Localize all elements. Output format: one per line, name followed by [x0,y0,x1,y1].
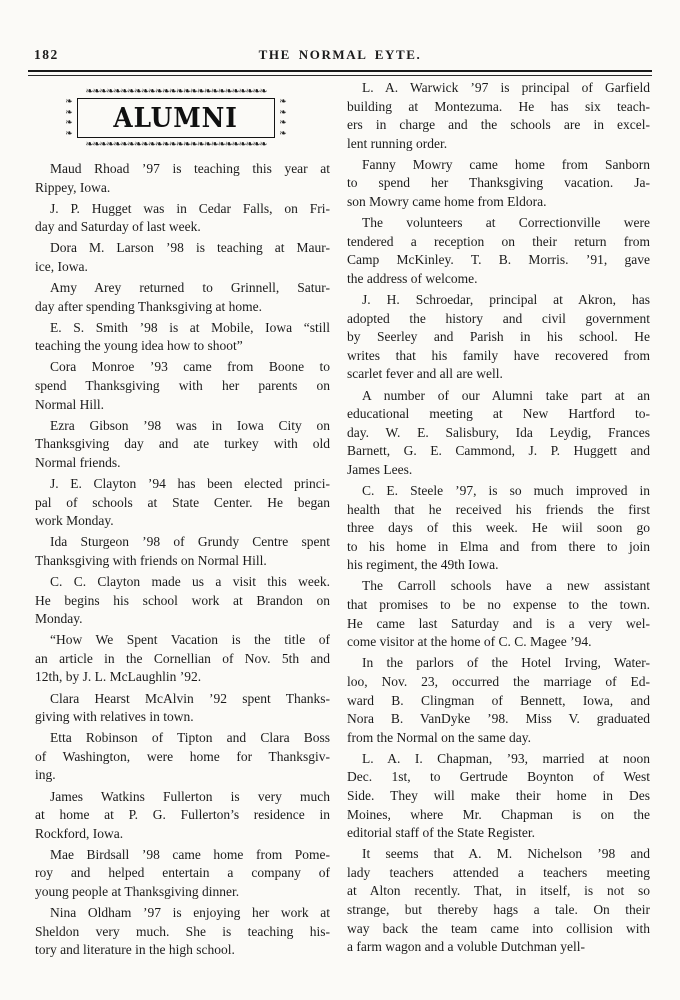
ornament-border-bottom-icon: ❧❧❧❧❧❧❧❧❧❧❧❧❧❧❧❧❧❧❧❧❧❧❧❧❧❧ [85,139,267,150]
text-line: A number of our Alumni take part at an [362,387,650,403]
paragraph [347,214,650,288]
text-line: strange, but thereby hags a tale. On their [347,902,650,918]
alumni-title-frame [77,98,275,138]
text-line: adopted the history and civil government [347,310,650,326]
section-title: ALUMNI [113,102,239,134]
text-line: J. E. Clayton ’94 has been elected princi- [50,476,330,491]
text-line: way back the team came into collision with [347,920,650,936]
text-line: He came last Saturday and is a very wel- [347,615,650,631]
text-line: work Monday. [35,513,114,529]
text-line: Rockford, Iowa. [35,825,124,841]
paragraph [35,729,330,785]
paragraph [347,156,650,212]
text-line: roy and helped entertain a company of [35,865,330,881]
paragraph [35,846,330,902]
left-column-text [35,160,330,960]
paragraph [347,654,650,747]
text-line: 12th, by J. L. McLaughlin ’92. [35,669,202,685]
text-line: J. P. Hugget was in Cedar Falls, on Fri- [50,200,330,216]
paragraph [35,279,330,316]
text-line: ward B. Clingman of Bennett, Iowa, and [347,692,650,708]
paragraph [347,845,650,957]
paragraph [35,417,330,473]
text-line: son Mowry came home from Eldora. [347,194,547,210]
paragraph [347,577,650,651]
text-line: Cora Monroe ’93 came from Boone to [50,359,330,375]
text-line: from the Normal on the same day. [347,729,531,745]
paragraph [347,79,650,153]
paragraph [35,160,330,197]
ornament-glyph-icon: ❧ [65,97,73,108]
text-line: health that he received his friends the first [347,501,650,517]
paragraph [347,750,650,843]
ornament-glyph-icon: ❧ [279,128,287,139]
text-line: L. A. I. Chapman, ’93, married at noon [362,750,650,766]
text-line: Normal friends. [35,454,121,470]
text-line: Fanny Mowry came home from Sanborn [362,156,650,172]
header-double-rule [28,70,652,76]
left-column [35,79,330,962]
paragraph [35,573,330,629]
ornament-glyph-icon: ❧ [65,118,73,129]
paragraph [35,904,330,960]
text-line: of Washington, were home for Thanksgiv- [35,748,330,764]
text-line: a farm wagon and a voluble Dutchman yell- [347,939,586,955]
text-line: giving with relatives in town. [35,709,194,725]
paragraph [347,291,650,384]
text-line: Thanksgiving day and ate turkey with old [35,436,330,452]
text-line: day. W. E. Salisbury, Ida Leydig, Frances [347,424,650,440]
text-line: his regiment, the 49th Iowa. [347,557,499,573]
text-line: at Alton recently. That, in itself, is not so [347,883,650,899]
text-line: teaching the young idea how to shoot” [35,338,243,354]
text-line: Side. They will make their home in Des [347,787,650,803]
text-line: C. E. Steele ’97, is so much improved in [362,482,650,498]
text-line: James Watkins Fullerton is very much [50,788,330,804]
text-line: Maud Rhoad ’97 is teaching this year at [50,161,330,176]
text-line: by Seerley and Parish in his school. He [347,329,650,345]
paragraph [347,387,650,480]
ornament-glyph-icon: ❧ [279,118,287,129]
text-line: come visitor at the home of C. C. Magee ’94. [347,634,592,650]
ornament-glyph-icon: ❧ [65,128,73,139]
text-line: L. A. Warwick ’97 is principal of Garfield [362,80,650,95]
text-line: Camp McKinley. T. B. Morris. ’91, gave [347,252,650,268]
text-line: that promises to be no expense to the town. [347,597,650,613]
paragraph [35,533,330,570]
text-line: Etta Robinson of Tipton and Clara Boss [50,730,330,746]
text-line: Dec. 1st, to Gertrude Boynton of West [347,769,650,785]
text-line: The Carroll schools have a new assistant [362,578,650,594]
text-line: ers in charge and the schools are in excel- [347,117,650,133]
text-line: Mae Birdsall ’98 came home from Pome- [50,846,330,862]
paragraph [35,690,330,727]
paragraph [35,358,330,414]
paragraph [35,475,330,531]
article-columns [35,79,652,962]
text-line: Nina Oldham ’97 is enjoying her work at [50,905,330,921]
page-header [0,0,680,63]
text-line: loo, Nov. 23, occurred the marriage of Ed- [347,673,650,689]
text-line: editorial staff of the State Register. [347,825,535,841]
text-line: the address of welcome. [347,270,478,286]
text-line: Clara Hearst McAlvin ’92 spent Thanks- [50,690,330,706]
masthead-title: THE NORMAL EYTE. [258,47,422,62]
alumni-box-middle [63,97,289,139]
text-line: Ida Sturgeon ’98 of Grundy Centre spent [50,534,330,550]
ornament-glyph-icon: ❧ [279,97,287,108]
text-line: C. C. Clayton made us a visit this week. [50,573,330,589]
text-line: Monday. [35,611,83,627]
paragraph [35,788,330,844]
text-line: day after spending Thanksgiving at home. [35,298,262,314]
text-line: Dora M. Larson ’98 is teaching at Maur- [50,240,330,256]
text-line: young people at Thanksgiving dinner. [35,883,240,899]
page-number: 182 [34,47,59,62]
ornament-border-right-icon [277,97,289,139]
ornament-glyph-icon: ❧ [279,107,287,118]
text-line: Thanksgiving with friends on Normal Hill. [35,552,267,568]
text-line: Rippey, Iowa. [35,179,111,195]
text-line: James Lees. [347,461,413,477]
text-line: educational meeting at New Hartford to- [347,406,650,422]
text-line: Ezra Gibson ’98 was in Iowa City on [50,417,330,433]
text-line: tendered a reception on their return from [347,233,650,249]
text-line: Nora B. VanDyke ’98. Miss V. graduated [347,711,650,727]
text-line: three days of this week. He wiil soon go [347,520,650,536]
text-line: Barnett, G. E. Cammond, J. P. Huggett and [347,443,650,459]
text-line: to spend her Thanksgiving vacation. Ja- [347,175,650,191]
text-line: Moines, where Mr. Chapman is on the [347,806,650,822]
text-line: scarlet fever and all are well. [347,366,503,382]
text-line: The volunteers at Correctionville were [362,215,650,231]
text-line: He begins his school work at Brandon on [35,592,330,608]
paragraph [347,482,650,575]
ornament-border-top-icon: ❧❧❧❧❧❧❧❧❧❧❧❧❧❧❧❧❧❧❧❧❧❧❧❧❧❧ [85,86,267,97]
text-line: It seems that A. M. Nichelson ’98 and [362,846,650,862]
text-line: J. H. Schroedar, principal at Akron, has [362,292,650,308]
text-line: pal of schools at State Center. He began [35,494,330,510]
text-line: E. S. Smith ’98 is at Mobile, Iowa “still [50,319,330,335]
text-line: tory and literature in the high school. [35,942,235,958]
ornament-glyph-icon: ❧ [65,107,73,118]
text-line: writes that his family have recovered from [347,347,650,363]
text-line: an article in the Cornellian of Nov. 5th and [35,650,330,666]
text-line: Normal Hill. [35,396,104,412]
text-line: at home at P. G. Fullerton’s residence in [35,807,330,823]
right-column [347,79,650,962]
text-line: “How We Spent Vacation is the title of [50,632,330,648]
paragraph [35,200,330,237]
text-line: In the parlors of the Hotel Irving, Water- [362,655,650,671]
text-line: Amy Arey returned to Grinnell, Satur- [50,280,330,296]
text-line: Sheldon very much. She is teaching his- [35,923,330,939]
text-line: ice, Iowa. [35,258,88,274]
text-line: building at Montezuma. He has six teach- [347,98,650,114]
text-line: lent running order. [347,135,448,151]
alumni-section-header [63,86,289,150]
text-line: ing. [35,767,56,783]
paragraph [35,239,330,276]
text-line: day and Saturday of last week. [35,219,201,235]
paragraph [35,631,330,687]
text-line: spend Thanksgiving with her parents on [35,378,330,394]
paragraph [35,319,330,356]
ornament-border-left-icon [63,97,75,139]
text-line: to his home in Elma and from there to join [347,538,650,554]
text-line: lady teachers attended a teachers meeting [347,864,650,880]
